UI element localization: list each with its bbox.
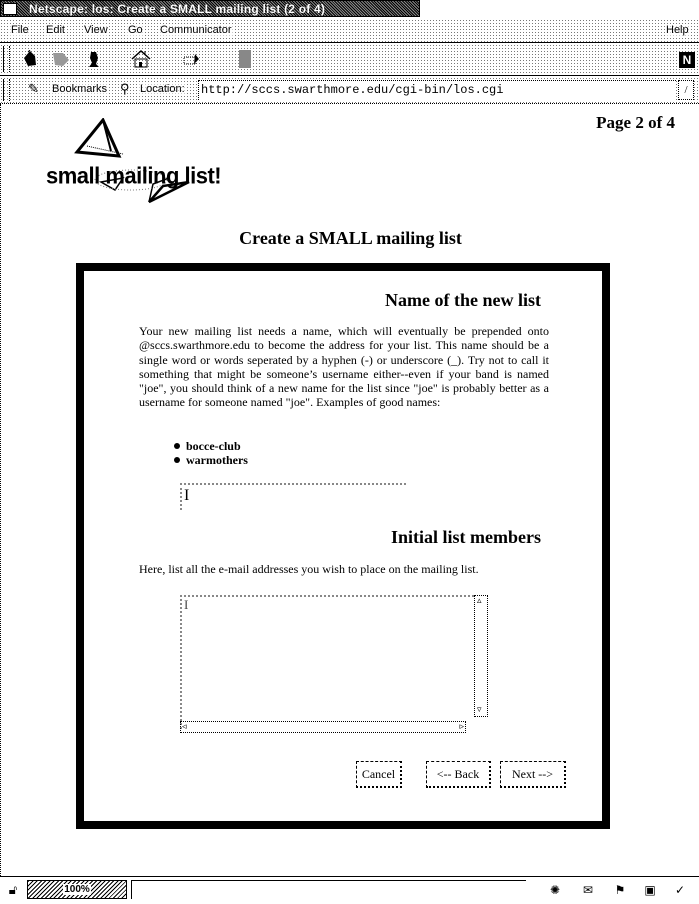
example-name-item: bocce-club: [174, 439, 248, 453]
window-title: Netscape: los: Create a SMALL mailing list (2 of 4): [29, 2, 326, 16]
list-name-description: Your new mailing list needs a name, which will eventually be prepended onto @sccs.swarthmore.edu to become the address for your list. This name should be a single word or words seperated by a hyphen (-) or underscore (_). Try not to call it something that might be someone’s username either--even if your band is named "joe", you should think of a new name for the list since "joe" is probably better as a username for someone named "joe". Examples of good names:: [139, 324, 549, 410]
next-button[interactable]: Next -->: [500, 761, 566, 788]
back-icon[interactable]: [19, 49, 41, 69]
page-indicator: Page 2 of 4: [596, 113, 675, 132]
scroll-right-arrow-icon[interactable]: ▹: [459, 722, 464, 732]
scroll-down-arrow-icon[interactable]: ▿: [477, 705, 482, 715]
security-lock-icon[interactable]: 🔓︎: [8, 882, 18, 897]
forward-icon[interactable]: [50, 49, 72, 69]
menu-view[interactable]: View: [84, 24, 108, 36]
status-message: [131, 880, 526, 899]
navigation-toolbar: [0, 44, 699, 76]
print-icon[interactable]: [182, 49, 204, 69]
window-menu-button[interactable]: [3, 3, 17, 15]
editor-icon[interactable]: ✓: [674, 883, 686, 897]
back-button[interactable]: <-- Back: [426, 761, 491, 788]
members-description: Here, list all the e-mail addresses you wish to place on the mailing list.: [139, 562, 479, 576]
main-title: Create a SMALL mailing list: [239, 228, 462, 248]
composer-icon[interactable]: ▣: [644, 883, 656, 897]
section-title-members: Initial list members: [391, 527, 541, 547]
scroll-up-arrow-icon[interactable]: ▵: [477, 596, 482, 606]
reload-icon[interactable]: [83, 49, 105, 69]
bookmarks-button[interactable]: Bookmarks: [52, 83, 108, 95]
example-name-item: warmothers: [174, 453, 248, 467]
menu-go[interactable]: Go: [128, 24, 143, 36]
menu-file[interactable]: File: [11, 24, 29, 36]
title-bar-background: [0, 0, 420, 17]
menu-communicator[interactable]: Communicator: [160, 24, 232, 36]
location-label: Location:: [140, 83, 185, 95]
progress-indicator: [27, 880, 127, 899]
progress-text: 100%: [64, 884, 90, 895]
status-bar: [0, 876, 699, 904]
home-icon[interactable]: [130, 49, 152, 69]
url-input[interactable]: http://sccs.swarthmore.edu/cgi-bin/los.cgi: [198, 80, 676, 100]
scroll-left-arrow-icon[interactable]: ◃: [182, 722, 187, 732]
logo-text: small mailing list!: [46, 162, 222, 189]
mailbox-icon[interactable]: ✉: [582, 883, 594, 897]
location-icon[interactable]: ⚲: [120, 81, 130, 96]
text-cursor-icon: I: [184, 597, 189, 612]
url-dropdown-icon[interactable]: /: [678, 80, 694, 100]
menu-edit[interactable]: Edit: [46, 24, 65, 36]
discussion-icon[interactable]: ⚑: [614, 883, 626, 897]
navigator-icon[interactable]: ✺: [549, 883, 561, 897]
menu-help[interactable]: Help: [666, 24, 689, 36]
horizontal-scrollbar[interactable]: [180, 721, 466, 733]
toolbar-grip-handle[interactable]: [3, 46, 10, 72]
location-bar-grip-handle[interactable]: [3, 79, 10, 101]
location-bar: [0, 77, 699, 104]
bookmarks-icon[interactable]: ✎: [28, 81, 39, 96]
window-title-bar[interactable]: [0, 0, 699, 19]
section-title-list-name: Name of the new list: [385, 290, 541, 310]
stop-icon[interactable]: [234, 49, 256, 69]
menu-bar: [0, 19, 699, 43]
list-name-input[interactable]: [180, 483, 406, 510]
example-names-list: [174, 439, 248, 467]
text-cursor-icon: I: [184, 487, 190, 504]
members-textarea[interactable]: [180, 595, 474, 729]
small-mailing-list-logo: [41, 118, 241, 218]
vertical-scrollbar[interactable]: [474, 595, 488, 717]
page-content: [0, 104, 699, 876]
form-container: [76, 263, 610, 829]
netscape-logo[interactable]: N: [679, 52, 695, 68]
cancel-button[interactable]: Cancel: [356, 761, 402, 788]
